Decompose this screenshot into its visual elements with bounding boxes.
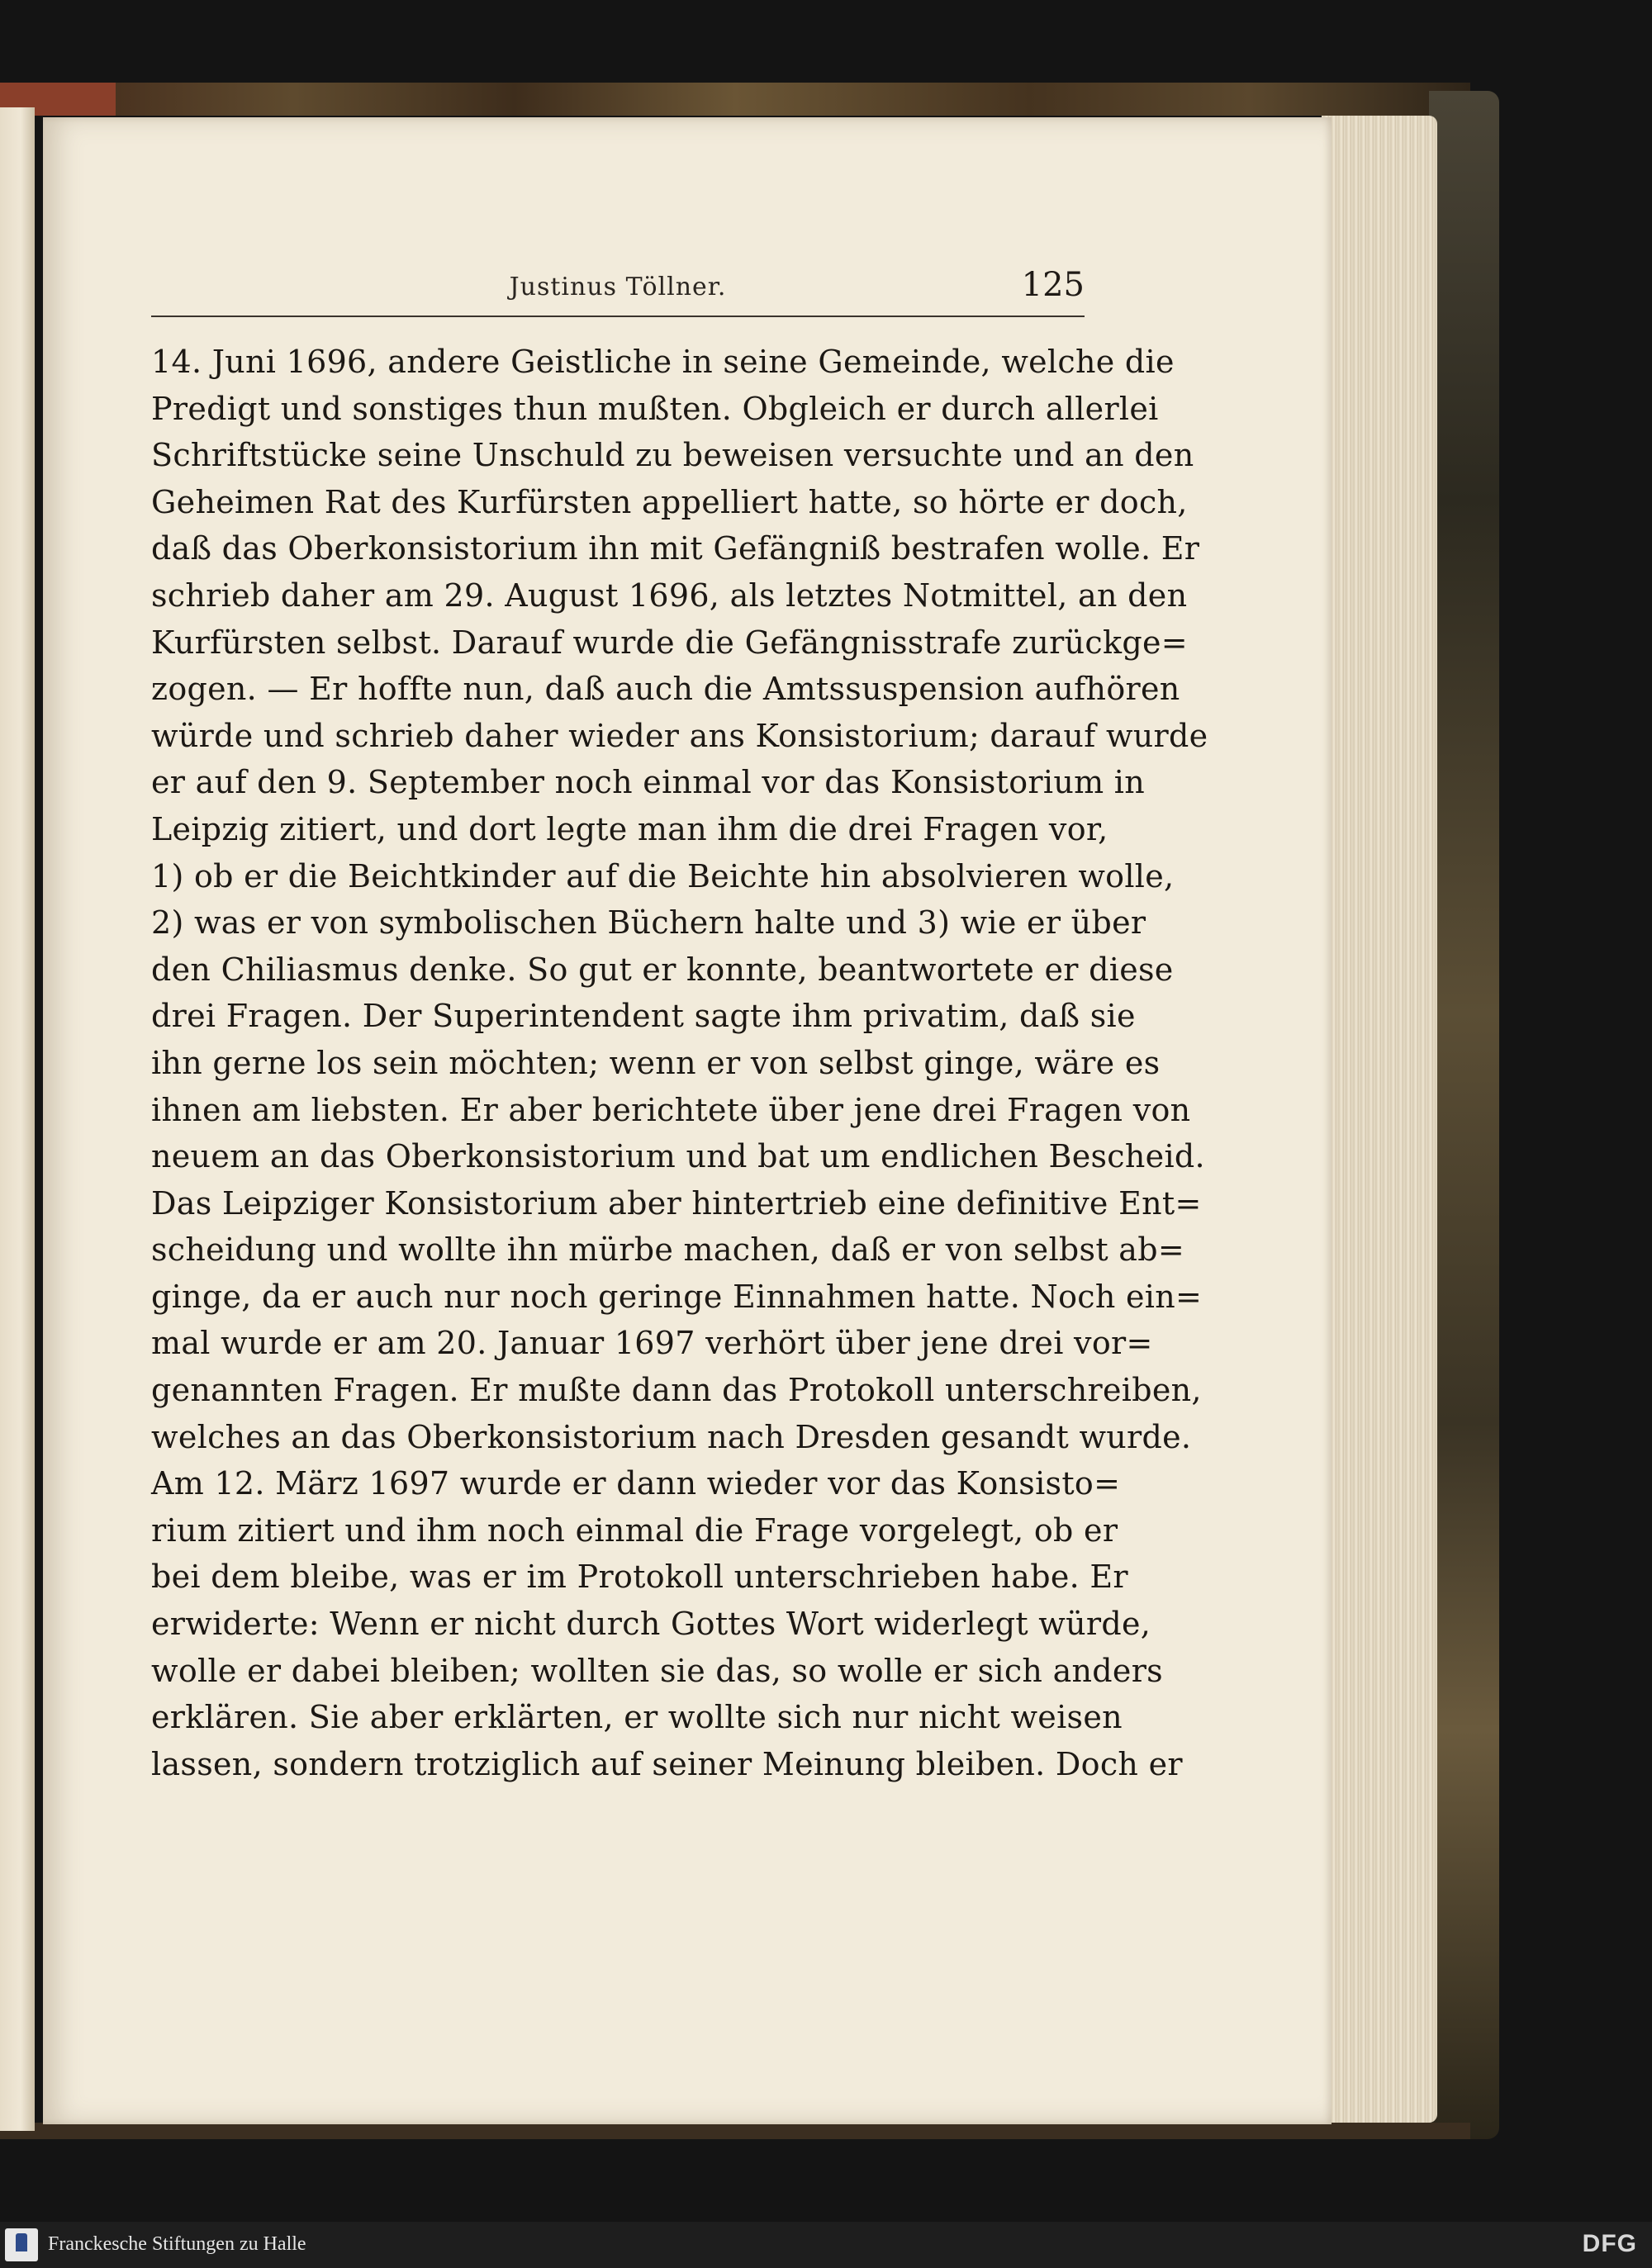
text-line: Das Leipziger Konsistorium aber hintertrieb eine definitive Ent= (151, 1184, 1202, 1222)
text-line: mal wurde er am 20. Januar 1697 verhört über jene drei vor= (151, 1325, 1153, 1362)
text-line: erwiderte: Wenn er nicht durch Gottes Wort widerlegt würde, (151, 1606, 1151, 1643)
page-number: 125 (1021, 266, 1085, 304)
text-line: Predigt und sonstiges thun mußten. Obgleich er durch allerlei (151, 390, 1159, 427)
text-line: Schriftstücke seine Unschuld zu beweisen versuchte und an den (151, 437, 1194, 474)
page-header (151, 266, 1085, 322)
text-line: den Chiliasmus denke. So gut er konnte, beantwortete er diese (151, 951, 1174, 988)
text-line: 14. Juni 1696, andere Geistliche in seine Gemeinde, welche die (151, 344, 1175, 380)
sponsor-logo: DFG (1582, 2230, 1637, 2257)
page-stack-edge (1322, 116, 1437, 2123)
institution-name: Franckesche Stiftungen zu Halle (48, 2233, 306, 2255)
text-line: 2) was er von symbolischen Büchern halte und 3) wie er über (151, 904, 1146, 942)
running-title: Justinus Töllner. (509, 273, 727, 301)
text-line: drei Fragen. Der Superintendent sagte ihm privatim, daß sie (151, 998, 1136, 1035)
text-line: daß das Oberkonsistorium ihn mit Gefängniß bestrafen wolle. Er (151, 530, 1200, 567)
text-line: genannten Fragen. Er mußte dann das Protokoll unterschreiben, (151, 1372, 1202, 1409)
foundation-logo-icon (5, 2228, 38, 2261)
book-cover-bottom-edge (0, 2123, 1470, 2139)
text-line: zogen. — Er hoffte nun, daß auch die Amtssuspension aufhören (151, 671, 1180, 708)
text-line: ihn gerne los sein möchten; wenn er von selbst ginge, wäre es (151, 1044, 1161, 1081)
book-cover-right-edge (1429, 91, 1499, 2139)
viewer-footer (0, 2222, 1652, 2268)
text-line: 1) ob er die Beichtkinder auf die Beichte hin absolvieren wolle, (151, 857, 1175, 894)
text-line: bei dem bleibe, was er im Protokoll unterschrieben habe. Er (151, 1559, 1128, 1596)
text-line: Kurfürsten selbst. Darauf wurde die Gefängnisstrafe zurückge= (151, 624, 1188, 661)
book-cover-top-edge (0, 83, 1470, 116)
text-line: Geheimen Rat des Kurfürsten appelliert hatte, so hörte er doch, (151, 483, 1188, 520)
text-line: neuem an das Oberkonsistorium und bat um endlichen Bescheid. (151, 1138, 1205, 1175)
text-line: Am 12. März 1697 wurde er dann wieder vor das Konsisto= (151, 1465, 1121, 1502)
text-line: würde und schrieb daher wieder ans Konsistorium; darauf wurde (151, 717, 1208, 754)
header-rule (151, 316, 1085, 317)
text-line: ginge, da er auch nur noch geringe Einnahmen hatte. Noch ein= (151, 1278, 1203, 1315)
text-line: welches an das Oberkonsistorium nach Dresden gesandt wurde. (151, 1418, 1192, 1455)
text-line: Leipzig zitiert, und dort legte man ihm die drei Fragen vor, (151, 810, 1108, 847)
text-line: erklären. Sie aber erklärten, er wollte sich nur nicht weisen (151, 1699, 1123, 1736)
text-line: ihnen am liebsten. Er aber berichtete über jene drei Fragen von (151, 1091, 1191, 1128)
facing-page-edge (0, 107, 35, 2131)
text-line: wolle er dabei bleiben; wollten sie das, so wolle er sich anders (151, 1652, 1163, 1689)
text-line: rium zitiert und ihm noch einmal die Frage vorgelegt, ob er (151, 1511, 1118, 1549)
text-line: lassen, sondern trotziglich auf seiner Meinung bleiben. Doch er (151, 1745, 1183, 1782)
text-line: scheidung und wollte ihn mürbe machen, daß er von selbst ab= (151, 1231, 1184, 1269)
text-line: er auf den 9. September noch einmal vor das Konsistorium in (151, 764, 1146, 801)
body-text (151, 339, 1208, 1787)
text-line: schrieb daher am 29. August 1696, als letztes Notmittel, an den (151, 576, 1188, 614)
